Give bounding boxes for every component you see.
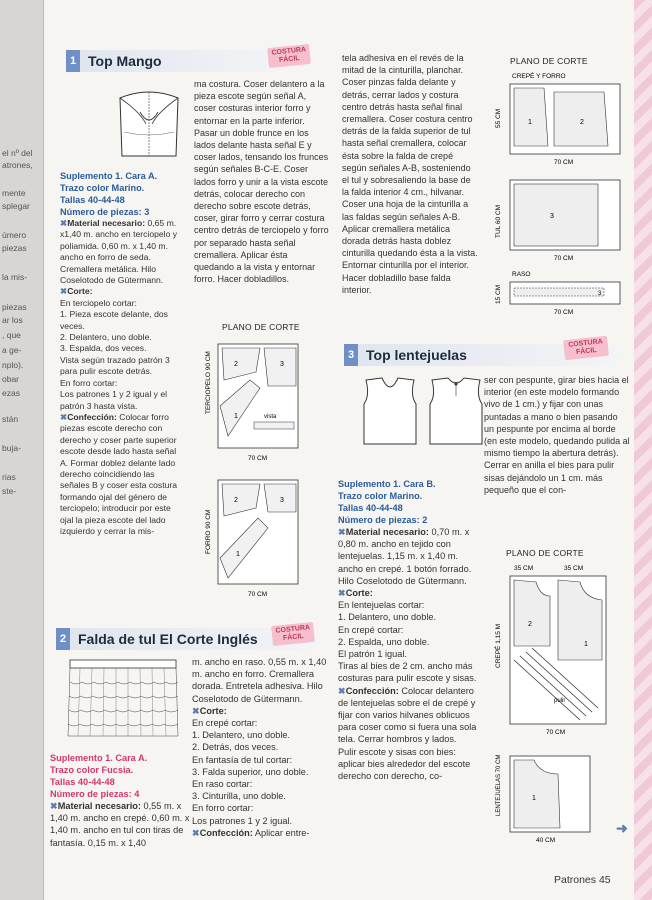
confeccion-label: Confección: — [67, 411, 117, 422]
bias-label: pulir — [554, 698, 566, 704]
falda-tul-col2 — [192, 656, 332, 839]
next-page-arrow-icon: ➜ — [616, 820, 628, 836]
plano-forro-diagram — [194, 472, 330, 602]
top-width-label: 35 CM — [564, 565, 584, 572]
section-number: 3 — [344, 344, 358, 366]
corte-line: Los patrones 1 y 2 igual. — [192, 815, 293, 826]
bullet-icon: ✖ — [338, 588, 346, 599]
plano-title: PLANO DE CORTE — [222, 322, 300, 332]
corte-line: En forro cortar: — [192, 803, 254, 814]
corte-line: En terciopelo cortar: — [60, 297, 137, 308]
top-lentejuelas-illustration — [358, 374, 498, 448]
falda-tul-illustration — [60, 656, 186, 742]
pulir-text: Pulir escote y sisas con bies: aplicar bies alrededor del escote derecho con derecho, co- — [338, 746, 471, 782]
piece-label: 1 — [532, 795, 536, 802]
piece-label: 3 — [550, 213, 554, 220]
falda-tul-specs — [50, 752, 192, 849]
plano-top-diagram — [484, 560, 630, 860]
tallas: Tallas 40-44-48 — [60, 195, 125, 205]
footer-label: Patrones — [554, 874, 597, 886]
material-label: Material necesario: — [67, 218, 146, 228]
corte-line: Vista según trazado patrón 3 para pulir escote detrás. — [60, 354, 170, 377]
piece-label: 2 — [234, 361, 238, 368]
facing-page-edge — [0, 0, 44, 900]
facing-text: , que — [2, 330, 21, 340]
piece-label: 1 — [236, 551, 240, 558]
piece-label: 2 — [580, 119, 584, 126]
facing-text: a ge- — [2, 345, 22, 355]
plano-falda-diagram — [484, 66, 630, 336]
page-number: 45 — [598, 874, 611, 886]
corte-label: Corte: — [345, 588, 373, 599]
facing-text: atrones, — [2, 160, 33, 170]
supplement: Suplemento 1. Cara A. — [60, 171, 158, 181]
plano-side-label: TERCIOPELO 90 CM — [205, 351, 212, 414]
facing-text: ar los — [2, 315, 23, 325]
section-header-top-mango — [66, 50, 286, 72]
top-width-label: 35 CM — [514, 565, 534, 572]
confeccion-text: Aplicar entre- — [254, 827, 310, 838]
facing-text: ste- — [2, 486, 17, 496]
piece-label: 1 — [584, 641, 588, 648]
material-text: 0,70 m. x 0,80 m. ancho en tejido con lentejuelas. 1,15 m. x 1,40 m. ancho en crepé. 1 botón forrado. Hilo Coselotodo de Gütermann. — [338, 527, 472, 586]
corte-line: En fantasía de tul cortar: — [192, 754, 293, 765]
corte-line: 2. Espalda, uno doble. — [338, 636, 430, 647]
facing-text: ezas — [2, 388, 20, 398]
plano-bottom-label: 70 CM — [248, 591, 268, 598]
corte-line: En raso cortar: — [192, 779, 253, 790]
plano-terciopelo-diagram — [194, 336, 330, 466]
page-footer — [554, 874, 611, 886]
plano-side-label: FORRO 90 CM — [205, 509, 212, 554]
supplement: Suplemento 1. Cara B. — [338, 479, 436, 489]
costura-facil-badge: COSTURA FÁCIL — [563, 336, 609, 360]
corte-label: Corte: — [199, 705, 227, 716]
confeccion-text: Colocar forro piezas escote derecho con derecho y coser parte superior escote desde lado hasta señal A. Formar doblez delante lado derecho coincidiendo las señales B y coser esta costura formando ojal del género de terciopelo; introducir por este ojal la pieza escote del lado izquierdo y cerrar la mis- — [60, 411, 178, 536]
corte-line: En lentejuelas cortar: — [338, 600, 425, 611]
next-page-edge — [634, 0, 652, 900]
tallas: Tallas 40-44-48 — [50, 777, 115, 787]
crepe-label: CREPÉ Y FORRO — [512, 73, 566, 80]
tul-side-label: TUL 60 CM — [495, 205, 502, 238]
facing-text: nplo). — [2, 360, 24, 370]
raso-bottom-label: 70 CM — [554, 309, 574, 316]
facing-text: stán — [2, 414, 19, 424]
top-mango-specs — [60, 170, 186, 537]
corte-line: Tiras al bies de 2 cm. ancho más costuras para pulir escote y sisas. — [338, 661, 477, 684]
lentejuelas-side-label: LENTEJUELAS 70 CM — [496, 754, 502, 816]
crepe-side-label: CREPÉ 1,15 M — [495, 623, 502, 668]
bullet-icon: ✖ — [60, 218, 68, 228]
corte-line: Los patrones 1 y 2 igual y el patrón 3 hasta vista. — [60, 389, 168, 411]
tallas: Tallas 40-44-48 — [338, 503, 403, 513]
facing-text: rias — [2, 472, 16, 482]
top-lentejuelas-specs — [338, 478, 482, 782]
magazine-page — [44, 0, 634, 900]
bullet-icon: ✖ — [50, 801, 58, 811]
section-number: 2 — [56, 628, 70, 650]
corte-line: 2. Delantero, uno doble. — [60, 332, 152, 343]
confeccion-label: Confección: — [345, 685, 399, 696]
piece-label: 3 — [598, 291, 602, 297]
corte-line: El patrón 1 igual. — [338, 649, 407, 660]
facing-text: buja- — [2, 443, 21, 453]
facing-text: piezas — [2, 302, 27, 312]
facing-text: piezas — [2, 243, 27, 253]
top-mango-illustration — [110, 82, 188, 160]
raso-side-label: 15 CM — [495, 284, 502, 304]
section-number: 1 — [66, 50, 80, 72]
trazo: Trazo color Marino. — [338, 491, 423, 501]
corte-line: En crepé cortar: — [338, 624, 404, 635]
facing-text: la mis- — [2, 272, 28, 282]
facing-text: mente — [2, 188, 26, 198]
trazo: Trazo color Marino. — [60, 183, 145, 193]
num-piezas: Número de piezas: 3 — [60, 207, 150, 217]
supplement: Suplemento 1. Cara A. — [50, 753, 148, 763]
bullet-icon: ✖ — [60, 286, 68, 297]
tul-bottom-label: 70 CM — [554, 255, 574, 262]
crepe-bottom-label: 70 CM — [554, 159, 574, 166]
facing-text: splegar — [2, 201, 30, 211]
top-lentejuelas-col4: ser con pespunte, girar bies hacia el interior (en este modelo formando vivo de 1 cm.) y fijar con unas puntadas a mano o bien pasando un pespunte por encima al borde (en este modelo, quedando pulida al mismo tiempo la abertura detrás). Cerrar en anilla el bies para pulir sisas dejándolo un 1 cm. más pequeño que el con- — [484, 375, 630, 495]
material-text: 0,65 m. x1,40 m. ancho en terciopelo y poliamida. 0,60 m. x 1,40 m. ancho en forro de seda. Cremallera metálica. Hilo Coselotodo de Gütermann. — [60, 218, 178, 286]
corte-line: 3. Cinturilla, uno doble. — [192, 791, 286, 802]
material-text: 0,55 m. x 1,40 m. ancho en crepé. 0,60 m. x 1,40 m. ancho en tul con tiras de fantasía. 0,15 m. x 1,40 — [50, 801, 190, 848]
num-piezas: Número de piezas: 4 — [50, 789, 140, 799]
corte-line: En crepé cortar: — [192, 718, 258, 729]
material-label: Material necesario: — [57, 801, 141, 811]
plano-title: PLANO DE CORTE — [506, 548, 584, 558]
costura-facil-badge: COSTURA FÁCIL — [271, 622, 315, 646]
facing-text: el nº del — [2, 148, 33, 158]
piece-label: 1 — [528, 119, 532, 126]
section-title: Top lentejuelas — [366, 347, 467, 363]
plano-bottom-label: 70 CM — [248, 455, 268, 462]
section-title: Top Mango — [88, 53, 162, 69]
plano-title: PLANO DE CORTE — [510, 56, 588, 66]
confeccion-text: Colocar delantero de lentejuelas sobre el de crepé y fijar con varios hilvanes oblicuos para coser como si fuera una sola tela. Cerrar hombros y lados. — [338, 685, 477, 745]
piece-label: vista — [264, 414, 277, 420]
bullet-icon: ✖ — [338, 527, 346, 537]
corte-line: 2. Detrás, dos veces. — [192, 742, 279, 753]
bullet-icon: ✖ — [338, 685, 346, 696]
trazo: Trazo color Fucsia. — [50, 765, 134, 775]
bullet-icon: ✖ — [192, 705, 200, 716]
corte-line: En forro cortar: — [60, 377, 118, 388]
piece-label: 2 — [528, 621, 532, 628]
corte-label: Corte: — [67, 286, 93, 297]
piece-label: 2 — [234, 497, 238, 504]
facing-text: úmero — [2, 230, 27, 240]
facing-text: obar — [2, 374, 20, 384]
corte-line: 1. Delantero, uno doble. — [192, 730, 291, 741]
top-mango-col2: ma costura. Coser delantero a la pieza escote según señal A, coser costuras interior forro y entornar en la parte inferior. Pasar un doble frunce en los lados delante hasta señal E y coser lados, tensando los frunces según señales B-C-E. Coser lados forro y unir a la vista escote detrás, colocar derecho con derecho sobre escote detrás, coser, girar forro y cerrar costura centro detrás de terciopelo y forro por separado hasta señal cremallera. Aplicar ésta quedando a la vista y entornar forro. Hacer dobladillos. — [194, 79, 329, 285]
corte-line: 1. Delantero, uno doble. — [338, 612, 437, 623]
lentejuelas-bottom-label: 40 CM — [536, 837, 556, 844]
num-piezas: Número de piezas: 2 — [338, 515, 428, 525]
corte-line: 3. Espalda, dos veces. — [60, 343, 147, 354]
confeccion-label: Confección: — [199, 827, 253, 838]
crepe-side-label: 55 CM — [495, 108, 502, 128]
costura-facil-badge: COSTURA FÁCIL — [267, 44, 311, 68]
piece-label: 1 — [234, 413, 238, 420]
raso-label: RASO — [512, 271, 531, 278]
falda-continued-col3: tela adhesiva en el revés de la mitad de la cinturilla, planchar. Coser pinzas falda delante y detrás, cerrar lados y costura centro detrás hasta señal final cremallera. Coser costura centro detrás de la falda superior de tul hasta señal cremallera, colocar ésta sobre la falda de crepé según señales A-B, sosteniendo el tul y sobresaliendo la base de la falda interior 4 cm., hilvanar. Coser una hoja de la cinturilla a las faldas según señales A-B. Aplicar cremallera metálica dorada detrás hasta doblez cinturilla quedando ésta a la vista. Entornar cinturilla por el interior. Hacer dobladillo base falda interior. — [342, 53, 478, 295]
corte-line: 3. Falda superior, uno doble. — [192, 766, 309, 777]
material-continued: m. ancho en raso. 0,55 m. x 1,40 m. ancho en forro. Cremallera dorada. Entretela adhesiva. Hilo Coselotodo de Gütermann. — [192, 657, 327, 704]
plano-bottom-label: 70 CM — [546, 729, 566, 736]
material-label: Material necesario: — [345, 527, 429, 537]
bullet-icon: ✖ — [192, 827, 200, 838]
bullet-icon: ✖ — [60, 411, 68, 422]
piece-label: 3 — [280, 361, 284, 368]
corte-line: 1. Pieza escote delante, dos veces. — [60, 309, 168, 331]
piece-label: 3 — [280, 497, 284, 504]
section-title: Falda de tul El Corte Inglés — [78, 631, 258, 647]
